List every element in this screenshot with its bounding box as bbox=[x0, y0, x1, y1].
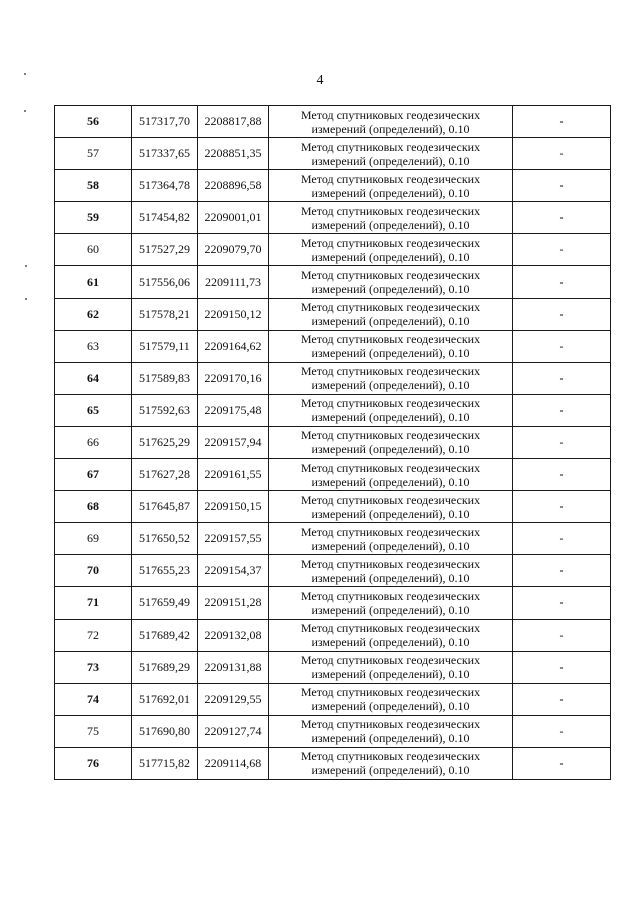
dash-cell: - bbox=[513, 715, 611, 747]
y-coordinate-cell: 2209157,55 bbox=[198, 523, 269, 555]
method-text-line1: Метод спутниковых геодезических bbox=[300, 139, 481, 154]
method-cell bbox=[269, 747, 513, 779]
table-row bbox=[55, 266, 611, 298]
table-row bbox=[55, 651, 611, 683]
method-text-line1: Метод спутниковых геодезических bbox=[300, 171, 481, 186]
method-cell bbox=[269, 394, 513, 426]
x-coordinate-cell: 517364,78 bbox=[132, 170, 198, 202]
dash-cell: - bbox=[513, 683, 611, 715]
method-text-line2: измерений (определений), 0.10 bbox=[311, 185, 470, 200]
y-coordinate-cell: 2209161,55 bbox=[198, 459, 269, 491]
method-text-line1: Метод спутниковых геодезических bbox=[300, 107, 481, 122]
y-coordinate-cell: 2209114,68 bbox=[198, 747, 269, 779]
method-cell bbox=[269, 587, 513, 619]
point-number-cell: 64 bbox=[55, 362, 132, 394]
method-text-line2: измерений (определений), 0.10 bbox=[311, 635, 470, 650]
coordinates-table bbox=[54, 105, 611, 780]
method-cell bbox=[269, 298, 513, 330]
method-text-line2: измерений (определений), 0.10 bbox=[311, 249, 470, 264]
point-number-cell: 74 bbox=[55, 683, 132, 715]
method-text-line2: измерений (определений), 0.10 bbox=[311, 763, 470, 778]
method-cell bbox=[269, 202, 513, 234]
y-coordinate-cell: 2208851,35 bbox=[198, 138, 269, 170]
table-row bbox=[55, 362, 611, 394]
x-coordinate-cell: 517578,21 bbox=[132, 298, 198, 330]
method-text-line1: Метод спутниковых геодезических bbox=[300, 685, 481, 700]
method-text-line2: измерений (определений), 0.10 bbox=[311, 153, 470, 168]
coordinates-table-body bbox=[55, 106, 611, 780]
method-cell bbox=[269, 715, 513, 747]
x-coordinate-cell: 517527,29 bbox=[132, 234, 198, 266]
method-text-line2: измерений (определений), 0.10 bbox=[311, 217, 470, 232]
method-cell bbox=[269, 459, 513, 491]
point-number-cell: 70 bbox=[55, 555, 132, 587]
method-text-line2: измерений (определений), 0.10 bbox=[311, 699, 470, 714]
y-coordinate-cell: 2209157,94 bbox=[198, 426, 269, 458]
method-cell bbox=[269, 106, 513, 138]
dash-cell: - bbox=[513, 330, 611, 362]
dash-cell: - bbox=[513, 523, 611, 555]
method-cell bbox=[269, 362, 513, 394]
table-row bbox=[55, 747, 611, 779]
method-text-line2: измерений (определений), 0.10 bbox=[311, 538, 470, 553]
point-number-cell: 59 bbox=[55, 202, 132, 234]
method-text-line2: измерений (определений), 0.10 bbox=[311, 442, 470, 457]
y-coordinate-cell: 2209001,01 bbox=[198, 202, 269, 234]
point-number-cell: 67 bbox=[55, 459, 132, 491]
x-coordinate-cell: 517625,29 bbox=[132, 426, 198, 458]
method-text-line1: Метод спутниковых геодезических bbox=[300, 428, 481, 443]
x-coordinate-cell: 517645,87 bbox=[132, 491, 198, 523]
x-coordinate-cell: 517655,23 bbox=[132, 555, 198, 587]
y-coordinate-cell: 2209150,12 bbox=[198, 298, 269, 330]
point-number-cell: 76 bbox=[55, 747, 132, 779]
method-text-line2: измерений (определений), 0.10 bbox=[311, 378, 470, 393]
point-number-cell: 68 bbox=[55, 491, 132, 523]
table-row bbox=[55, 715, 611, 747]
dash-cell: - bbox=[513, 138, 611, 170]
method-text-line2: измерений (определений), 0.10 bbox=[311, 121, 470, 136]
method-text-line2: измерений (определений), 0.10 bbox=[311, 667, 470, 682]
dash-cell: - bbox=[513, 555, 611, 587]
method-text-line1: Метод спутниковых геодезических bbox=[300, 717, 481, 732]
dash-cell: - bbox=[513, 459, 611, 491]
dash-cell: - bbox=[513, 234, 611, 266]
dash-cell: - bbox=[513, 298, 611, 330]
table-row bbox=[55, 394, 611, 426]
dash-cell: - bbox=[513, 651, 611, 683]
method-cell bbox=[269, 138, 513, 170]
y-coordinate-cell: 2208817,88 bbox=[198, 106, 269, 138]
table-row bbox=[55, 683, 611, 715]
x-coordinate-cell: 517627,28 bbox=[132, 459, 198, 491]
x-coordinate-cell: 517690,80 bbox=[132, 715, 198, 747]
dash-cell: - bbox=[513, 170, 611, 202]
method-text-line1: Метод спутниковых геодезических bbox=[300, 332, 481, 347]
table-row bbox=[55, 298, 611, 330]
method-text-line1: Метод спутниковых геодезических bbox=[300, 364, 481, 379]
x-coordinate-cell: 517337,65 bbox=[132, 138, 198, 170]
method-cell bbox=[269, 330, 513, 362]
method-text-line2: измерений (определений), 0.10 bbox=[311, 314, 470, 329]
method-text-line1: Метод спутниковых геодезических bbox=[300, 460, 481, 475]
method-text-line2: измерений (определений), 0.10 bbox=[311, 346, 470, 361]
dash-cell: - bbox=[513, 202, 611, 234]
method-text-line1: Метод спутниковых геодезических bbox=[300, 621, 481, 636]
method-text-line2: измерений (определений), 0.10 bbox=[311, 506, 470, 521]
point-number-cell: 69 bbox=[55, 523, 132, 555]
method-cell bbox=[269, 170, 513, 202]
method-text-line2: измерений (определений), 0.10 bbox=[311, 731, 470, 746]
table-row bbox=[55, 106, 611, 138]
point-number-cell: 73 bbox=[55, 651, 132, 683]
method-cell bbox=[269, 266, 513, 298]
method-text-line1: Метод спутниковых геодезических bbox=[300, 396, 481, 411]
table-row bbox=[55, 587, 611, 619]
method-cell bbox=[269, 491, 513, 523]
dash-cell: - bbox=[513, 619, 611, 651]
point-number-cell: 75 bbox=[55, 715, 132, 747]
table-row bbox=[55, 459, 611, 491]
y-coordinate-cell: 2209127,74 bbox=[198, 715, 269, 747]
x-coordinate-cell: 517650,52 bbox=[132, 523, 198, 555]
page-number: 4 bbox=[316, 73, 324, 88]
method-cell bbox=[269, 523, 513, 555]
dash-cell: - bbox=[513, 394, 611, 426]
y-coordinate-cell: 2209111,73 bbox=[198, 266, 269, 298]
point-number-cell: 62 bbox=[55, 298, 132, 330]
scan-speck bbox=[24, 110, 26, 112]
table-row bbox=[55, 619, 611, 651]
scan-speck bbox=[25, 265, 27, 267]
x-coordinate-cell: 517556,06 bbox=[132, 266, 198, 298]
point-number-cell: 71 bbox=[55, 587, 132, 619]
scan-speck bbox=[25, 298, 27, 300]
y-coordinate-cell: 2209131,88 bbox=[198, 651, 269, 683]
x-coordinate-cell: 517589,83 bbox=[132, 362, 198, 394]
table-row bbox=[55, 138, 611, 170]
method-cell bbox=[269, 619, 513, 651]
y-coordinate-cell: 2209132,08 bbox=[198, 619, 269, 651]
table-row bbox=[55, 523, 611, 555]
y-coordinate-cell: 2209154,37 bbox=[198, 555, 269, 587]
y-coordinate-cell: 2209151,28 bbox=[198, 587, 269, 619]
dash-cell: - bbox=[513, 362, 611, 394]
method-text-line1: Метод спутниковых геодезических bbox=[300, 524, 481, 539]
method-text-line1: Метод спутниковых геодезических bbox=[300, 653, 481, 668]
method-text-line1: Метод спутниковых геодезических bbox=[300, 203, 481, 218]
dash-cell: - bbox=[513, 587, 611, 619]
method-text-line2: измерений (определений), 0.10 bbox=[311, 570, 470, 585]
scan-speck bbox=[24, 73, 26, 75]
y-coordinate-cell: 2209150,15 bbox=[198, 491, 269, 523]
point-number-cell: 66 bbox=[55, 426, 132, 458]
method-text-line2: измерений (определений), 0.10 bbox=[311, 282, 470, 297]
y-coordinate-cell: 2208896,58 bbox=[198, 170, 269, 202]
method-text-line1: Метод спутниковых геодезических bbox=[300, 492, 481, 507]
dash-cell: - bbox=[513, 747, 611, 779]
point-number-cell: 61 bbox=[55, 266, 132, 298]
method-cell bbox=[269, 555, 513, 587]
x-coordinate-cell: 517689,42 bbox=[132, 619, 198, 651]
point-number-cell: 58 bbox=[55, 170, 132, 202]
x-coordinate-cell: 517715,82 bbox=[132, 747, 198, 779]
method-text-line2: измерений (определений), 0.10 bbox=[311, 602, 470, 617]
dash-cell: - bbox=[513, 106, 611, 138]
y-coordinate-cell: 2209175,48 bbox=[198, 394, 269, 426]
y-coordinate-cell: 2209164,62 bbox=[198, 330, 269, 362]
x-coordinate-cell: 517659,49 bbox=[132, 587, 198, 619]
dash-cell: - bbox=[513, 426, 611, 458]
table-row bbox=[55, 234, 611, 266]
method-text-line1: Метод спутниковых геодезических bbox=[300, 588, 481, 603]
table-row bbox=[55, 491, 611, 523]
table-row bbox=[55, 555, 611, 587]
point-number-cell: 63 bbox=[55, 330, 132, 362]
method-text-line1: Метод спутниковых геодезических bbox=[300, 268, 481, 283]
method-cell bbox=[269, 234, 513, 266]
x-coordinate-cell: 517317,70 bbox=[132, 106, 198, 138]
method-text-line2: измерений (определений), 0.10 bbox=[311, 410, 470, 425]
point-number-cell: 60 bbox=[55, 234, 132, 266]
method-text-line1: Метод спутниковых геодезических bbox=[300, 556, 481, 571]
method-text-line1: Метод спутниковых геодезических bbox=[300, 749, 481, 764]
method-cell bbox=[269, 426, 513, 458]
method-text-line1: Метод спутниковых геодезических bbox=[300, 300, 481, 315]
x-coordinate-cell: 517692,01 bbox=[132, 683, 198, 715]
y-coordinate-cell: 2209129,55 bbox=[198, 683, 269, 715]
point-number-cell: 56 bbox=[55, 106, 132, 138]
table-row bbox=[55, 330, 611, 362]
point-number-cell: 65 bbox=[55, 394, 132, 426]
dash-cell: - bbox=[513, 491, 611, 523]
table-row bbox=[55, 426, 611, 458]
dash-cell: - bbox=[513, 266, 611, 298]
method-cell bbox=[269, 651, 513, 683]
x-coordinate-cell: 517689,29 bbox=[132, 651, 198, 683]
table-row bbox=[55, 202, 611, 234]
point-number-cell: 57 bbox=[55, 138, 132, 170]
method-text-line2: измерений (определений), 0.10 bbox=[311, 474, 470, 489]
point-number-cell: 72 bbox=[55, 619, 132, 651]
x-coordinate-cell: 517579,11 bbox=[132, 330, 198, 362]
y-coordinate-cell: 2209079,70 bbox=[198, 234, 269, 266]
x-coordinate-cell: 517454,82 bbox=[132, 202, 198, 234]
x-coordinate-cell: 517592,63 bbox=[132, 394, 198, 426]
y-coordinate-cell: 2209170,16 bbox=[198, 362, 269, 394]
method-text-line1: Метод спутниковых геодезических bbox=[300, 235, 481, 250]
method-cell bbox=[269, 683, 513, 715]
table-row bbox=[55, 170, 611, 202]
